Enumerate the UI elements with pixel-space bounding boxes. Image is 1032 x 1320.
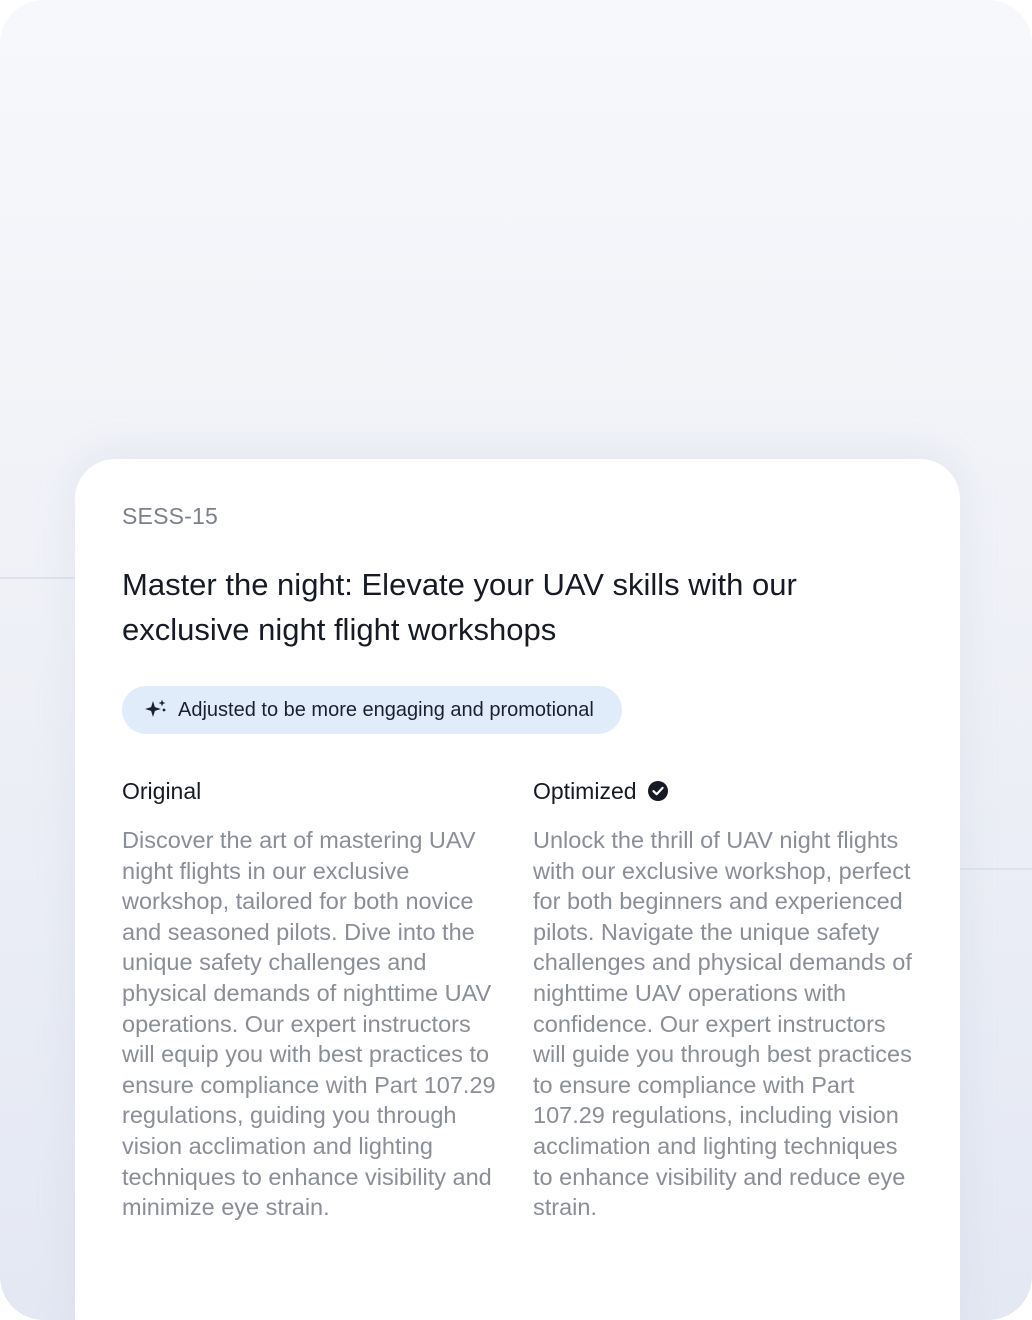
optimized-text: Unlock the thrill of UAV night flights with our exclusive workshop, perfect for both beginners and experienced pilots. Navigate the unique safety challenges and physical demands of nighttime UAV operations with confidence. Our expert instructors will guide you through best practices to ensure compliance with Part 107.29 regulations, including vision acclimation and lighting techniques to enhance visibility and reduce eye strain. [533, 827, 912, 1221]
original-heading [122, 775, 507, 807]
check-circle-icon [647, 780, 669, 802]
comparison-card [75, 459, 960, 1320]
decorative-divider [0, 577, 76, 579]
original-text: Discover the art of mastering UAV night flights in our exclusive workshop, tailored for both novice and seasoned pilots. Dive into the unique safety challenges and physical demands of nighttime UAV operations. Our expert instructors will equip you with best practices to ensure compliance with Part 107.29 regulations, guiding you through vision acclimation and lighting techniques to enhance visibility and minimize eye strain. [122, 827, 496, 1221]
page-title: Master the night: Elevate your UAV skills with our exclusive night flight workshops [122, 567, 797, 647]
optimized-heading-label: Optimized [533, 777, 637, 804]
sparkles-icon [144, 698, 168, 722]
adjustment-badge [122, 686, 622, 734]
original-heading-label: Original [122, 777, 202, 804]
optimized-heading [533, 775, 918, 807]
optimized-column [533, 775, 918, 1223]
original-column [122, 775, 507, 1223]
session-id: SESS-15 [122, 503, 219, 529]
badge-text: Adjusted to be more engaging and promotional [178, 698, 594, 721]
decorative-divider [958, 868, 1032, 870]
